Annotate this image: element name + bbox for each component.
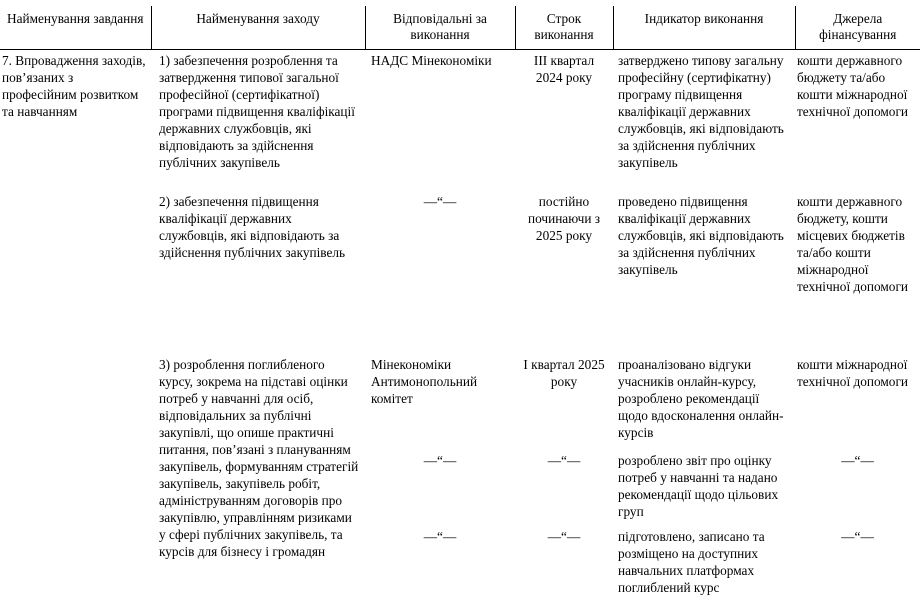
deadline-cell: [515, 452, 613, 528]
indicator-cell: підготовлено, записано та розміщено на доступних навчальних платформах поглиблений курс: [618, 528, 765, 595]
indicator-cell: проведено підвищення кваліфікації державних службовців, які відповідають за здійснення публічних закупівель: [618, 193, 784, 277]
header-indicator: Індикатор виконання: [613, 6, 795, 50]
responsible-cell: [365, 528, 515, 596]
funding-cell: [795, 528, 920, 596]
header-responsible: Відповідальні за виконання: [365, 6, 515, 50]
responsible-cell: НАДС Мінекономіки: [371, 53, 492, 68]
responsible-cell: [365, 452, 515, 528]
action-plan-table: [0, 6, 920, 596]
header-task: Найменування завдання: [0, 6, 151, 50]
ditto-mark: —“—: [547, 452, 581, 468]
ditto-mark: —“—: [423, 452, 457, 468]
ditto-mark: —“—: [423, 528, 457, 544]
header-measure: Найменування заходу: [151, 6, 365, 50]
table-header-row: [0, 6, 920, 50]
measure-cell: 2) забезпечення підвищення кваліфікації державних службовців, які відповідають за здійснення публічних закупівель: [159, 193, 346, 260]
header-funding: Джерела фінансування: [795, 6, 920, 50]
deadline-cell: постійно починаючи з 2025 року: [527, 193, 601, 243]
deadline-cell: III квартал 2024 року: [533, 53, 595, 85]
task-name: 7. Впровадження заходів, пов’язаних з професійним розвитком та навчанням: [2, 53, 146, 119]
indicator-cell: затверджено типову загальну професійну (сертифікатну) програму підвищення кваліфікації державних службовців, які відповідають за здійснення публічних закупівель: [618, 53, 784, 170]
ditto-mark: —“—: [841, 528, 874, 544]
header-deadline: Строк виконання: [515, 6, 613, 50]
deadline-cell: I квартал 2025 року: [523, 356, 605, 389]
ditto-mark: —“—: [547, 528, 581, 544]
indicator-cell: розроблено звіт про оцінку потреб у навчанні та надано рекомендації щодо цільових груп: [618, 452, 779, 519]
funding-cell: [795, 452, 920, 528]
funding-cell: кошти міжнародної технічної допомоги: [797, 356, 909, 389]
deadline-cell: [515, 528, 613, 596]
funding-cell: кошти державного бюджету, кошти місцевих бюджетів та/або кошти міжнародної технічної допомоги: [797, 193, 909, 294]
ditto-mark: —“—: [423, 193, 457, 209]
measure-cell: 1) забезпечення розроблення та затвердження типової загальної професійної (сертифікатної) програми підвищення кваліфікації державних службовців, які відповідають за здійснення публічних закупівель: [159, 53, 355, 170]
ditto-mark: —“—: [841, 452, 874, 468]
responsible-cell: Мінекономіки Антимонопольний комітет: [371, 356, 478, 406]
indicator-cell: проаналізовано відгуки учасників онлайн-курсу, розроблено рекомендації щодо вдосконалення онлайн-курсів: [618, 356, 784, 440]
measure-cell: 3) розроблення поглибленого курсу, зокрема на підставі оцінки потреб у навчанні для осіб, відповідальних за публічні закупівлі, що опише практичні питання, пов’язані з плануванням закупівель, формуванням стратегій закупівель, закупівель робіт, адмініструванням договорів про закупівлю, управлінням ризиками у сфері публічних закупівель, та курсів для бізнесу і громадян: [159, 356, 359, 559]
table-row: [0, 50, 920, 193]
responsible-cell: [365, 193, 515, 356]
funding-cell: кошти державного бюджету та/або кошти міжнародної технічної допомоги: [797, 53, 909, 119]
